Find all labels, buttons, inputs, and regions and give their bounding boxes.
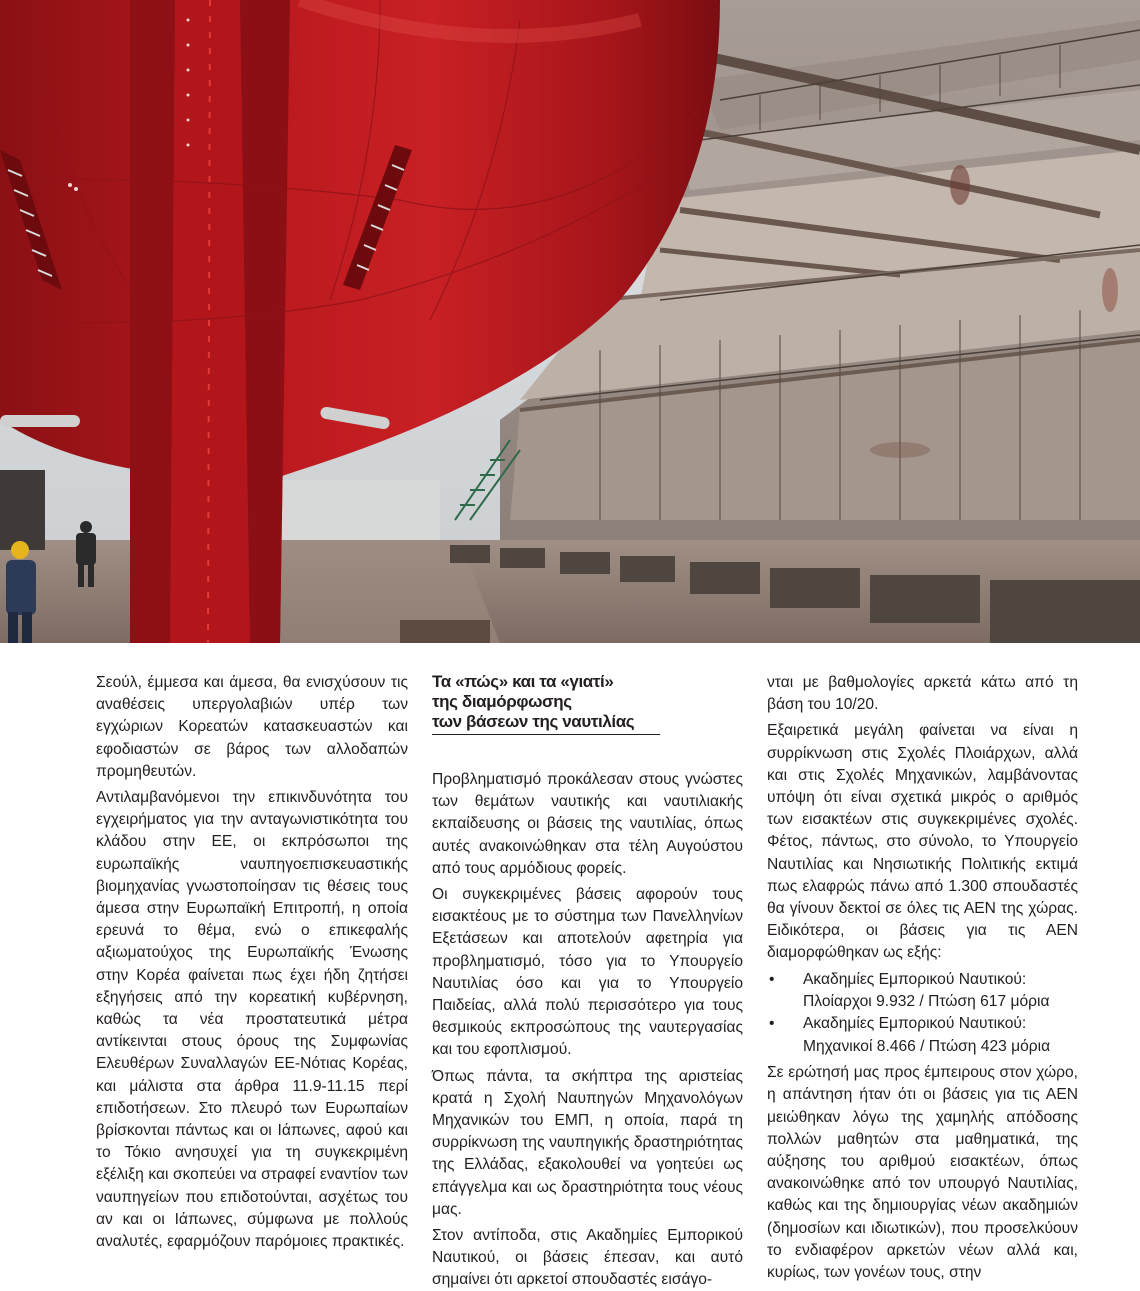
paragraph: Σε ερώτησή μας προς έμπειρους στον χώρο, η απάντηση ήταν ότι οι βάσεις για τις ΑΕΝ μειώθηκαν λόγω της χαμηλής απόδοσης πολλών μαθητών στα μαθηματικά, της αύξησης του αριθμού εισακτέων, όπως ανακοινώθηκε από τον υπουργό Ναυτιλίας, καθώς και της δημιουργίας νέων ακαδημιών (δημοσίων και ιδιωτικών), που προσελκύουν το ενδιαφέρον αρκετών νέων αλλά και, κυρίως, των γονέων τους, στην <box>767 1064 1078 1282</box>
ship-hull-illustration <box>0 0 1140 643</box>
headline-line: των βάσεων της ναυτιλίας <box>432 712 635 731</box>
paragraph: Οι συγκεκριμένες βάσεις αφορούν τους εισακτέους με το σύστημα των Πανελληνίων Εξετάσεων και αποτελούν αφετηρία για προβληματισμό, τόσο για το Υπουργείο Ναυτιλίας όσο και για το Υπουργείο Παιδείας, αλλά πολύ περισσότερο για τους θεσμικούς εκπροσώπους της ναυτεργασίας και του εφοπλισμού. <box>432 886 743 1059</box>
list-item-detail: Πλοίαρχοι 9.932 / Πτώση 617 μόρια <box>803 993 1050 1011</box>
paragraph: νται με βαθμολογίες αρκετά κάτω από τη βάση του 10/20. <box>767 674 1078 714</box>
headline-line: της διαμόρφωσης <box>432 692 572 711</box>
article-photo <box>0 0 1140 643</box>
list-item <box>767 1013 1078 1058</box>
list-item-title: • Ακαδημίες Εμπορικού Ναυτικού: <box>803 970 1027 988</box>
paragraph: Αντιλαμβανόμενοι την επικινδυνότητα του εγχειρήματος για την ανταγωνιστικότητα του κλάδου στην ΕΕ, οι εκπρόσωποι της ευρωπαϊκής ναυπηγοεπισκευαστικής βιομηχανίας γνωστοποίησαν τις θέσεις τους άμεσα στην Ευρωπαϊκή Επιτροπή, η οποία ερευνά το θέμα, ενώ ο επικεφαλής αξιωματούχος της Ευρωπαϊκής Ένωσης στην Κορέα φαίνεται πως έχει ήδη ζητήσει εξηγήσεις από την κορεατική κυβέρνηση, καθώς τα νέα προστατευτικά μέτρα αντίκεινται στους όρους της Συμφωνίας Ελευθέρων Συναλλαγών ΕΕ-Νότιας Κορέας, και μάλιστα στα άρθρα 11.9-11.15 περί επιδοτήσεων. Στο πλευρό των Ευρωπαίων βρίσκονται πάντως και οι Ιάπωνες, αφού και το Τόκιο ανησυχεί για τη συγκεκριμένη εξέλιξη και σκοπεύει να στραφεί εναντίον των ναυπηγείων που επιδοτούνται, ασχέτως του αν και οι Ιάπωνες, σύμφωνα με πολλούς αναλυτές, εφαρμόζουν παρόμοιες πρακτικές. <box>96 789 408 1251</box>
admission-scores-list <box>767 969 1078 1059</box>
section-headline <box>432 672 743 735</box>
paragraph: Προβληματισμό προκάλεσαν στους γνώστες των θεμάτων ναυτικής και ναυτιλιακής εκπαίδευσης οι βάσεις της ναυτιλίας, όπως αυτές ανακοινώθηκαν στα τέλη Αυγούστου από τους αρμόδιους φορείς. <box>432 771 743 877</box>
paragraph: Όπως πάντα, τα σκήπτρα της αριστείας κρατά η Σχολή Ναυπηγών Μηχανολόγων Μηχανικών του ΕΜΠ, η οποία, παρά τη συρρίκνωση της ναυπηγικής δραστηριότητας της Ελλάδας, εξακολουθεί να γοητεύει ως επάγγελμα και ως δραστηριότητα τους νέους μας. <box>432 1067 743 1218</box>
paragraph: Σεούλ, έμμεσα και άμεσα, θα ενισχύσουν τις αναθέσεις υπεργολαβιών υπέρ των εγχώριων Κορεατών κατασκευαστών και εφοδιαστών σε βάρος των αλλοδαπών προμηθευτών. <box>96 674 408 780</box>
headline-underline <box>432 734 660 735</box>
headline-line: Τα «πώς» και τα «γιατί» <box>432 672 614 691</box>
article-column-1 <box>96 672 408 1257</box>
list-item-detail: Μηχανικοί 8.466 / Πτώση 423 μόρια <box>803 1037 1051 1055</box>
paragraph: Εξαιρετικά μεγάλη φαίνεται να είναι η συρρίκνωση στις Σχολές Πλοιάρχων, αλλά και στις Σχολές Μηχανικών, λαμβάνοντας υπόψη ότι είναι σχετικά μικρός ο αριθμός των εισακτέων στις συγκεκριμένες σχολές. Φέτος, πάντως, στο σύνολο, το Υπουργείο Ναυτιλίας και Νησιωτικής Πολιτικής εκτιμά πως ελαφρώς πάνω από 1.300 σπουδαστές θα γίνουν δεκτοί σε όλες τις ΑΕΝ της χώρας. Ειδικότερα, οι βάσεις για τις ΑΕΝ διαμορφώθηκαν ως εξής: <box>767 722 1078 962</box>
list-item <box>767 969 1078 1014</box>
list-item-title: • Ακαδημίες Εμπορικού Ναυτικού: <box>803 1015 1027 1033</box>
article-column-2 <box>432 672 743 1291</box>
article-column-3 <box>767 672 1078 1288</box>
paragraph: Στον αντίποδα, στις Ακαδημίες Εμπορικού Ναυτικού, οι βάσεις έπεσαν, και αυτό σημαίνει ότι αρκετοί σπουδαστές εισάγο- <box>432 1227 743 1289</box>
